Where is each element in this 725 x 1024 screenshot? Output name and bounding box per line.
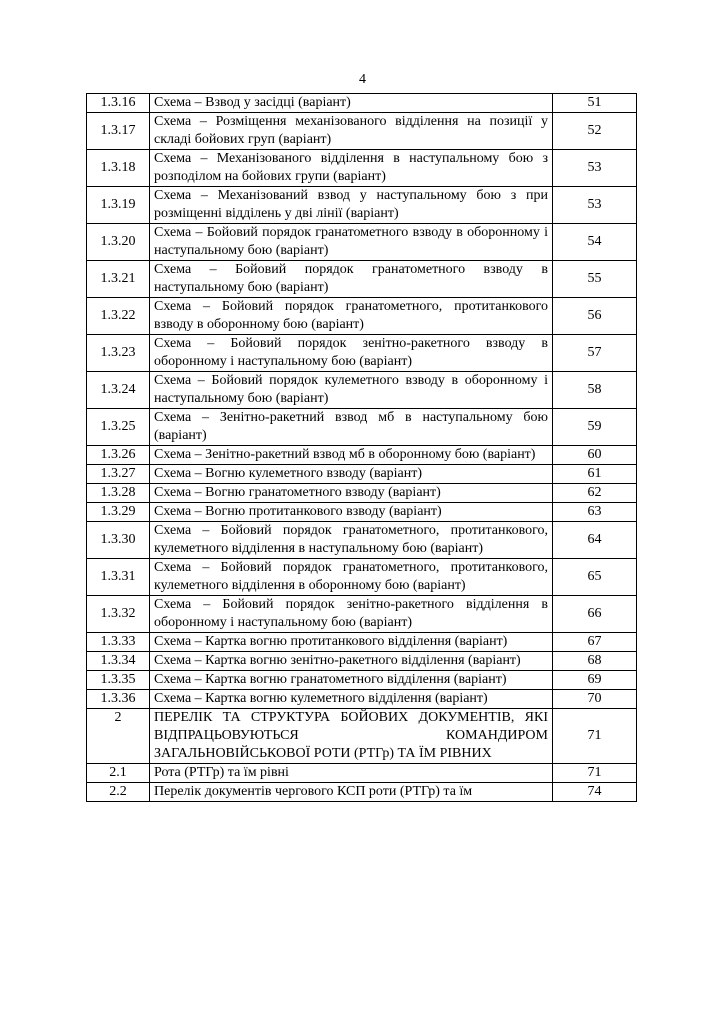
toc-row-page: 71 bbox=[553, 709, 637, 764]
toc-row-page: 58 bbox=[553, 372, 637, 409]
toc-row bbox=[87, 465, 637, 484]
toc-row-title: Схема – Картка вогню протитанкового відділення (варіант) bbox=[150, 633, 553, 652]
toc-row-number: 1.3.24 bbox=[87, 372, 150, 409]
toc-row bbox=[87, 298, 637, 335]
toc-row-page: 71 bbox=[553, 764, 637, 783]
toc-row-number: 1.3.25 bbox=[87, 409, 150, 446]
toc-row-number: 1.3.26 bbox=[87, 446, 150, 465]
toc-row-page: 56 bbox=[553, 298, 637, 335]
toc-row-page: 59 bbox=[553, 409, 637, 446]
toc-row-number: 2 bbox=[87, 709, 150, 764]
toc-row bbox=[87, 633, 637, 652]
toc-row bbox=[87, 335, 637, 372]
toc-row-page: 61 bbox=[553, 465, 637, 484]
toc-row-page: 57 bbox=[553, 335, 637, 372]
toc-row bbox=[87, 783, 637, 802]
toc-row-title: Схема – Бойовий порядок кулеметного взводу в оборонному і наступальному бою (варіант) bbox=[150, 372, 553, 409]
toc-row-number: 1.3.19 bbox=[87, 187, 150, 224]
toc-row-number: 1.3.27 bbox=[87, 465, 150, 484]
toc-row bbox=[87, 484, 637, 503]
toc-row bbox=[87, 224, 637, 261]
toc-row-page: 51 bbox=[553, 94, 637, 113]
toc-row-title: Схема – Вогню протитанкового взводу (варіант) bbox=[150, 503, 553, 522]
toc-row-title: Схема – Механізованого відділення в наступальному бою з розподілом на бойових групи (варіант) bbox=[150, 150, 553, 187]
toc-row-title: Схема – Розміщення механізованого відділення на позиції у складі бойових груп (варіант) bbox=[150, 113, 553, 150]
toc-row-number: 1.3.23 bbox=[87, 335, 150, 372]
toc-row bbox=[87, 522, 637, 559]
toc-row-number: 1.3.17 bbox=[87, 113, 150, 150]
toc-row-title: Схема – Бойовий порядок гранатометного взводу в оборонному і наступальному бою (варіант) bbox=[150, 224, 553, 261]
toc-row-title: Схема – Картка вогню кулеметного відділення (варіант) bbox=[150, 690, 553, 709]
toc-row-number: 1.3.20 bbox=[87, 224, 150, 261]
toc-row-title: Схема – Вогню кулеметного взводу (варіант) bbox=[150, 465, 553, 484]
toc-row bbox=[87, 671, 637, 690]
toc-row-number: 1.3.18 bbox=[87, 150, 150, 187]
toc-row bbox=[87, 652, 637, 671]
toc-row-number: 1.3.16 bbox=[87, 94, 150, 113]
toc-row-page: 53 bbox=[553, 150, 637, 187]
toc-row-title: Схема – Механізований взвод у наступальному бою з при розміщенні відділень у дві лінії (варіант) bbox=[150, 187, 553, 224]
toc-row-number: 2.2 bbox=[87, 783, 150, 802]
toc-row bbox=[87, 559, 637, 596]
toc-row-number: 1.3.22 bbox=[87, 298, 150, 335]
toc-row-title: Схема – Бойовий порядок гранатометного взводу в наступальному бою (варіант) bbox=[150, 261, 553, 298]
toc-row-title: Схема – Картка вогню зенітно-ракетного відділення (варіант) bbox=[150, 652, 553, 671]
toc-row-number: 1.3.31 bbox=[87, 559, 150, 596]
toc-row bbox=[87, 261, 637, 298]
toc-row bbox=[87, 503, 637, 522]
toc-row-page: 70 bbox=[553, 690, 637, 709]
toc-row-title: Схема – Картка вогню гранатометного відділення (варіант) bbox=[150, 671, 553, 690]
toc-row-title: Схема – Взвод у засідці (варіант) bbox=[150, 94, 553, 113]
toc-row-title: Схема – Бойовий порядок зенітно-ракетного відділення в оборонному і наступальному бою (варіант) bbox=[150, 596, 553, 633]
toc-row-page: 69 bbox=[553, 671, 637, 690]
toc-row-title: Схема – Бойовий порядок гранатометного, протитанкового взводу в оборонному бою (варіант) bbox=[150, 298, 553, 335]
toc-row-page: 55 bbox=[553, 261, 637, 298]
toc-row-title: Перелік документів чергового КСП роти (РТГр) та їм bbox=[150, 783, 553, 802]
toc-row-title: Рота (РТГр) та їм рівні bbox=[150, 764, 553, 783]
toc-row-title: Схема – Зенітно-ракетний взвод мб в оборонному бою (варіант) bbox=[150, 446, 553, 465]
toc-row-page: 53 bbox=[553, 187, 637, 224]
toc-row-title: Схема – Вогню гранатометного взводу (варіант) bbox=[150, 484, 553, 503]
toc-body bbox=[87, 94, 637, 802]
toc-row-number: 1.3.21 bbox=[87, 261, 150, 298]
toc-row-number: 1.3.34 bbox=[87, 652, 150, 671]
toc-row bbox=[87, 690, 637, 709]
toc-row-title: Схема – Бойовий порядок гранатометного, протитанкового, кулеметного відділення в оборонному бою (варіант) bbox=[150, 559, 553, 596]
toc-row bbox=[87, 409, 637, 446]
toc-row-title: ПЕРЕЛІК ТА СТРУКТУРА БОЙОВИХ ДОКУМЕНТІВ, ЯКІ ВІДПРАЦЬОВУЮТЬСЯ КОМАНДИРОМ ЗАГАЛЬНОВІЙСЬКОВОЇ РОТИ (РТГр) ТА ЇМ РІВНИХ bbox=[150, 709, 553, 764]
toc-row-page: 74 bbox=[553, 783, 637, 802]
toc-row-page: 62 bbox=[553, 484, 637, 503]
toc-row-page: 68 bbox=[553, 652, 637, 671]
toc-row bbox=[87, 596, 637, 633]
toc-row-title: Схема – Бойовий порядок зенітно-ракетного взводу в оборонному і наступальному бою (варіант) bbox=[150, 335, 553, 372]
toc-row bbox=[87, 94, 637, 113]
toc-row-page: 54 bbox=[553, 224, 637, 261]
toc-row-number: 1.3.35 bbox=[87, 671, 150, 690]
toc-row-title: Схема – Бойовий порядок гранатометного, протитанкового, кулеметного відділення в наступальному бою (варіант) bbox=[150, 522, 553, 559]
toc-row bbox=[87, 150, 637, 187]
toc-row-page: 52 bbox=[553, 113, 637, 150]
toc-row bbox=[87, 113, 637, 150]
toc-row-number: 2.1 bbox=[87, 764, 150, 783]
toc-row-page: 66 bbox=[553, 596, 637, 633]
toc-row-number: 1.3.33 bbox=[87, 633, 150, 652]
toc-row-number: 1.3.36 bbox=[87, 690, 150, 709]
toc-row-page: 67 bbox=[553, 633, 637, 652]
toc-row bbox=[87, 709, 637, 764]
toc-row-page: 63 bbox=[553, 503, 637, 522]
toc-row bbox=[87, 764, 637, 783]
toc-row-number: 1.3.28 bbox=[87, 484, 150, 503]
table-of-contents bbox=[86, 93, 637, 802]
toc-row bbox=[87, 446, 637, 465]
toc-row bbox=[87, 372, 637, 409]
toc-row-title: Схема – Зенітно-ракетний взвод мб в наступальному бою (варіант) bbox=[150, 409, 553, 446]
toc-row-number: 1.3.29 bbox=[87, 503, 150, 522]
toc-row bbox=[87, 187, 637, 224]
toc-row-page: 60 bbox=[553, 446, 637, 465]
toc-row-page: 65 bbox=[553, 559, 637, 596]
toc-row-number: 1.3.30 bbox=[87, 522, 150, 559]
toc-row-page: 64 bbox=[553, 522, 637, 559]
page-number: 4 bbox=[359, 72, 366, 87]
toc-row-number: 1.3.32 bbox=[87, 596, 150, 633]
